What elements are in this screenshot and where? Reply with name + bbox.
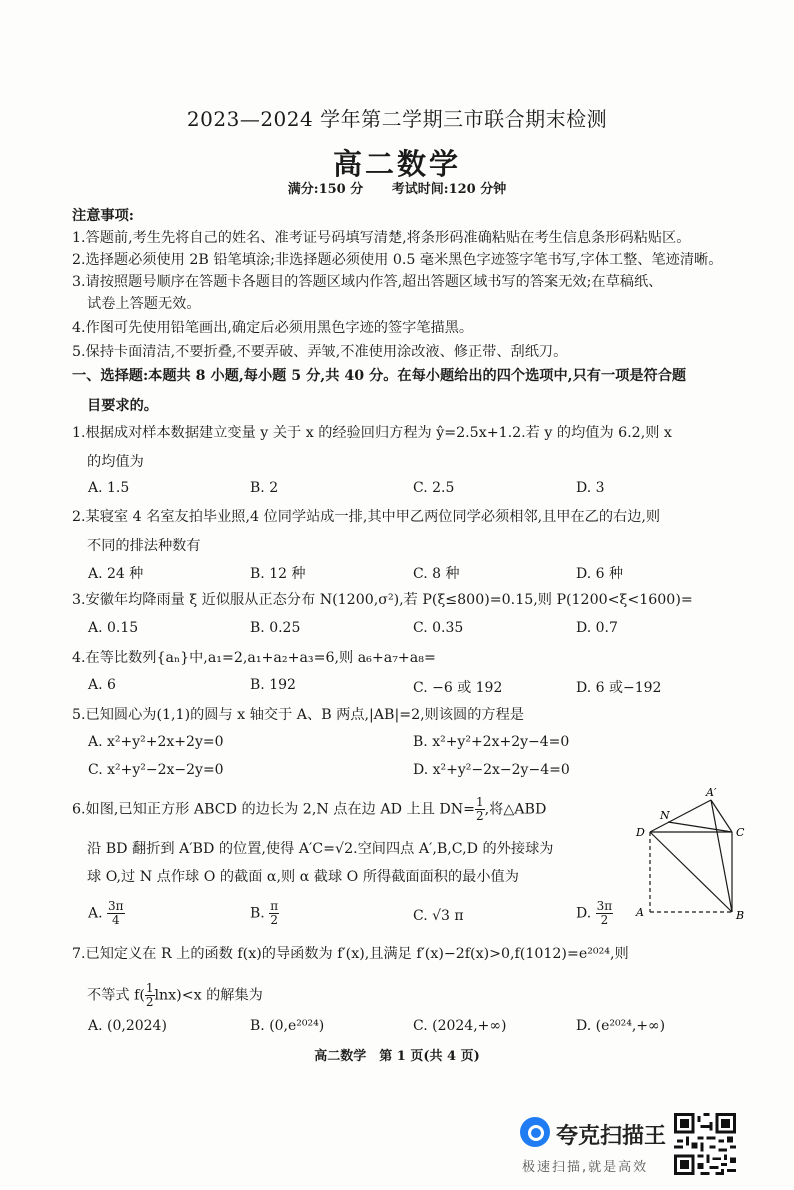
q6-option-c: C. √3 π (413, 908, 464, 924)
label-n: N (660, 809, 670, 822)
option-label: A. (88, 905, 103, 922)
q4-option-a: A. 6 (88, 677, 116, 693)
label-d: D (636, 826, 645, 839)
question-1-text: 的均值为 (87, 454, 144, 470)
note-item: 5.保持卡面清洁,不要折叠,不要弄破、弄皱,不准使用涂改液、修正带、刮纸刀。 (72, 344, 568, 360)
question-5-text: 5.已知圆心为(1,1)的圆与 x 轴交于 A、B 两点,|AB|=2,则该圆的方程是 (72, 707, 524, 723)
folded-square-figure (632, 786, 762, 921)
option-label: D. (576, 905, 592, 922)
exam-title: 2023—2024 学年第二学期三市联合期末检测 (186, 107, 608, 131)
qr-code-icon (674, 1113, 736, 1175)
question-6-text (72, 796, 546, 823)
q4-option-c: C. −6 或 192 (413, 680, 503, 696)
q3-option-a: A. 0.15 (88, 620, 139, 636)
q6-option-a (88, 900, 125, 927)
question-7-text: 7.已知定义在 R 上的函数 f(x)的导函数为 f′(x),且满足 f′(x)−2f(x)>0,f(1012)=e²⁰²⁴,则 (72, 946, 629, 962)
q6-option-d (576, 900, 613, 927)
q6-fraction (475, 796, 485, 823)
q2-option-d: D. 6 种 (576, 566, 623, 582)
q3-option-b: B. 0.25 (250, 620, 301, 636)
label-a: A (636, 906, 644, 919)
note-item: 3.请按照题号顺序在答题卡各题目的答题区域内作答,超出答题区域书写的答案无效;在草稿纸、 (72, 274, 663, 290)
label-a-prime: A′ (706, 786, 717, 799)
scanner-slogan: 极速扫描,就是高效 (522, 1160, 649, 1175)
notes-heading: 注意事项: (72, 208, 134, 224)
question-2-text: 2.某寝室 4 名室友拍毕业照,4 位同学站成一排,其中甲乙两位同学必须相邻,且甲在乙的右边,则 (72, 509, 661, 525)
fraction-numerator: 1 (476, 795, 484, 809)
fraction-numerator: π (270, 899, 279, 913)
section-heading: 一、选择题:本题共 8 小题,每小题 5 分,共 40 分。在每小题给出的四个选项中,只有一项是符合题 (72, 368, 687, 384)
q7-option-c: C. (2024,+∞) (413, 1018, 507, 1034)
q1-option-b: B. 2 (250, 480, 279, 496)
fraction-denominator: 2 (270, 913, 278, 927)
question-1-text: 1.根据成对样本数据建立变量 y 关于 x 的经验回归方程为 ŷ=2.5x+1.2.若 y 的均值为 6.2,则 x (72, 425, 672, 441)
scanner-logo-icon (520, 1117, 550, 1147)
q7-option-a: A. (0,2024) (88, 1018, 167, 1034)
fraction-numerator: 1 (145, 981, 154, 995)
section-heading-cont: 目要求的。 (87, 398, 158, 414)
q5-option-d: D. x²+y²−2x−2y−4=0 (413, 762, 570, 778)
q2-option-c: C. 8 种 (413, 566, 460, 582)
q5-option-c: C. x²+y²−2x−2y=0 (88, 762, 224, 778)
q3-option-d: D. 0.7 (576, 620, 618, 636)
option-label: B. (250, 905, 265, 922)
label-c: C (736, 826, 745, 839)
q7-option-b: B. (0,e²⁰²⁴) (250, 1018, 325, 1034)
q6-option-b (250, 900, 279, 927)
full-score: 满分:150 分 (287, 182, 364, 197)
question-2-text: 不同的排法种数有 (87, 538, 201, 554)
q7-option-d: D. (e²⁰²⁴,+∞) (576, 1018, 666, 1034)
fraction-numerator: 3π (108, 899, 124, 913)
scanner-brand: 夸克扫描王 (556, 1124, 667, 1149)
option-fraction (596, 900, 614, 927)
fraction-denominator: 2 (600, 913, 609, 927)
note-item: 4.作图可先使用铅笔画出,确定后必须用黑色字迹的签字笔描黑。 (72, 320, 474, 336)
question-6-text: 球 O,过 N 点作球 O 的截面 α,则 α 截球 O 所得截面面积的最小值为 (87, 869, 519, 885)
q7-fraction (145, 982, 155, 1009)
q1-option-c: C. 2.5 (413, 480, 455, 496)
question-6-text: 沿 BD 翻折到 A′BD 的位置,使得 A′C=√2.空间四点 A′,B,C,D 的外接球为 (87, 841, 554, 857)
q5-option-b: B. x²+y²+2x+2y−4=0 (413, 734, 570, 750)
note-item: 2.选择题必须使用 2B 铅笔填涂;非选择题必须使用 0.5 毫米黑色字迹签字笔书写,字体工整、笔迹清晰。 (72, 252, 723, 268)
option-fraction (107, 900, 125, 927)
note-item: 试卷上答题无效。 (87, 296, 201, 312)
q6-text-part: 6.如图,已知正方形 ABCD 的边长为 2,N 点在边 AD 上且 DN= (72, 801, 476, 818)
subject-title: 高二数学 (332, 147, 461, 181)
note-item: 1.答题前,考生先将自己的姓名、准考证号码填写清楚,将条形码准确粘贴在考生信息条形码粘贴区。 (72, 230, 691, 246)
exam-time: 考试时间:120 分钟 (391, 182, 507, 197)
label-b: B (736, 909, 745, 921)
fraction-denominator: 2 (476, 809, 484, 823)
q4-option-d: D. 6 或−192 (576, 680, 662, 696)
q3-option-c: C. 0.35 (413, 620, 464, 636)
fraction-denominator: 4 (111, 913, 120, 927)
page-footer: 高二数学 第 1 页(共 4 页) (314, 1049, 480, 1064)
option-fraction (269, 900, 279, 927)
q6-text-part: ,将△ABD (484, 801, 547, 818)
q2-option-b: B. 12 种 (250, 566, 306, 582)
fraction-numerator: 3π (596, 899, 613, 913)
question-3-text: 3.安徽年均降雨量 ξ 近似服从正态分布 N(1200,σ²),若 P(ξ≤800)=0.15,则 P(1200<ξ<1600)= (72, 592, 693, 608)
q2-option-a: A. 24 种 (88, 566, 144, 582)
q5-option-a: A. x²+y²+2x+2y=0 (88, 734, 224, 750)
question-4-text: 4.在等比数列{aₙ}中,a₁=2,a₁+a₂+a₃=6,则 a₆+a₇+a₈= (72, 650, 436, 666)
q1-option-a: A. 1.5 (88, 480, 130, 496)
q1-option-d: D. 3 (576, 480, 605, 496)
q7-text-part: 不等式 f( (87, 987, 145, 1004)
fraction-denominator: 2 (145, 995, 154, 1009)
q7-text-part: lnx)<x 的解集为 (154, 987, 263, 1004)
question-7-text (87, 982, 263, 1009)
q4-option-b: B. 192 (250, 677, 296, 693)
exam-meta (0, 178, 794, 197)
